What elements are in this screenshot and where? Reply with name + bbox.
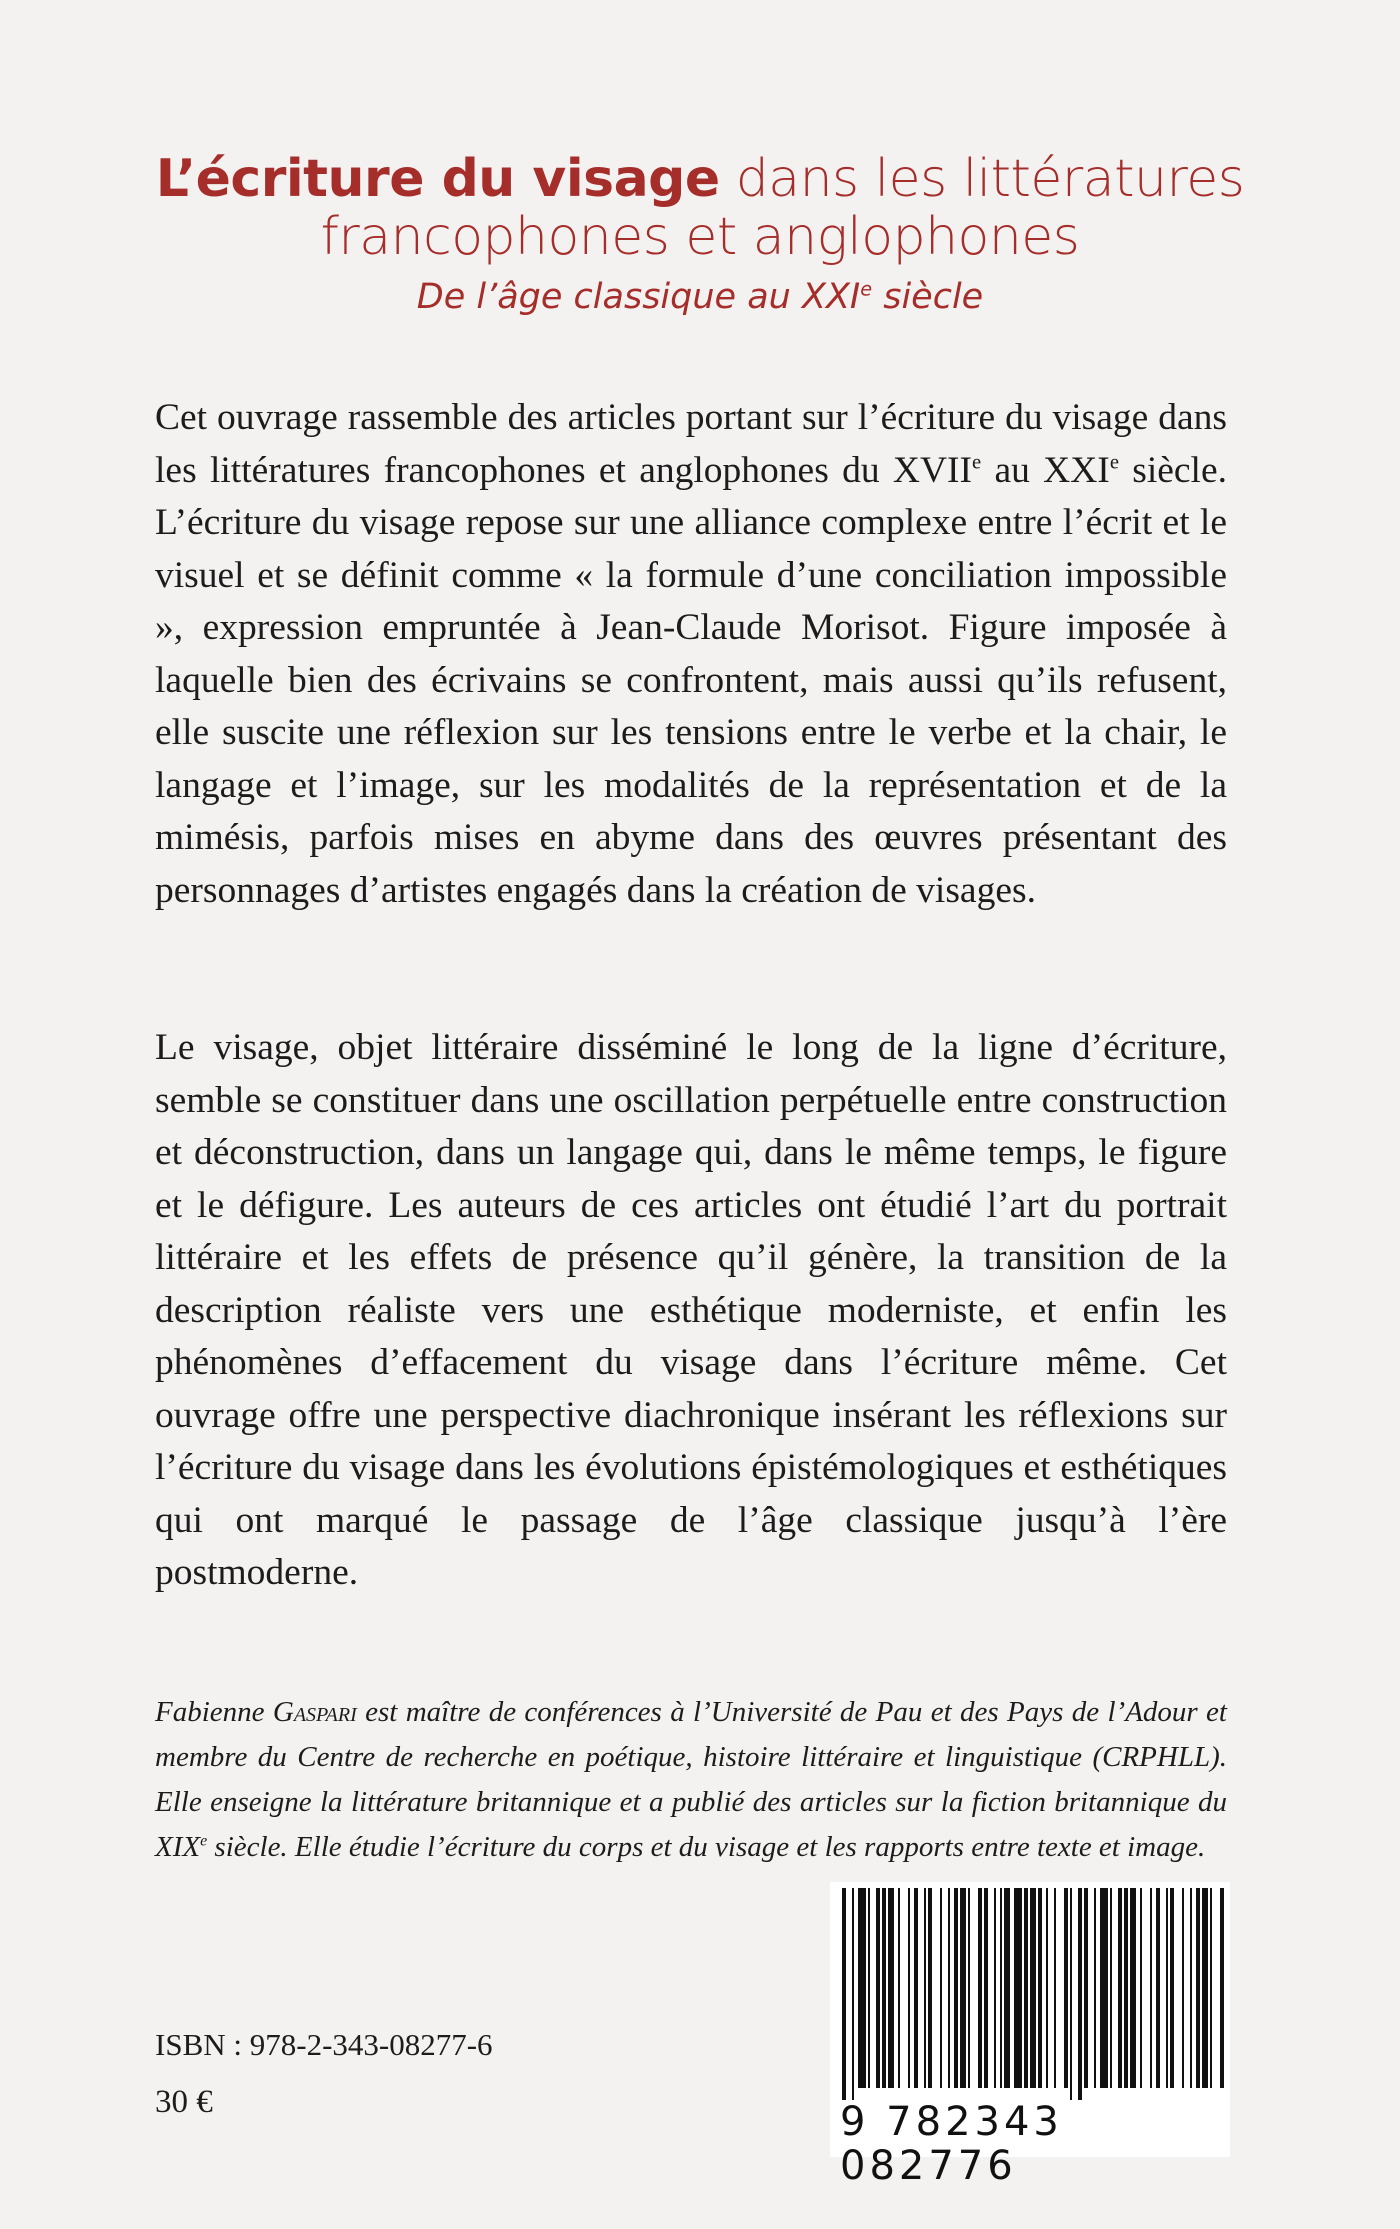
p1-text-2: au XXI xyxy=(981,449,1110,491)
barcode-bar xyxy=(882,1888,886,2088)
barcode-bar xyxy=(1110,1888,1112,2088)
subtitle xyxy=(0,272,1400,322)
subtitle-sup: e xyxy=(860,277,873,301)
title-line-2: francophones et anglophones xyxy=(320,207,1080,267)
barcode-bar xyxy=(1196,1888,1200,2088)
barcode-bar xyxy=(940,1888,942,2088)
barcode-bar xyxy=(1130,1888,1136,2088)
author-first-name: Fabienne xyxy=(155,1696,273,1728)
author-last-name: Gaspari xyxy=(272,1696,357,1728)
barcode-bar xyxy=(1190,1888,1192,2088)
isbn: ISBN : 978-2-343-08277-6 xyxy=(155,2027,493,2062)
barcode-bar xyxy=(1166,1888,1168,2088)
barcode-bar xyxy=(994,1888,996,2088)
barcode-digits: 9 782343 082776 xyxy=(840,2099,1063,2189)
barcode-bar xyxy=(868,1888,870,2088)
barcode-bar xyxy=(984,1888,988,2088)
barcode-bar xyxy=(948,1888,950,2088)
barcode-bar xyxy=(1170,1888,1174,2088)
subtitle-text-a: De l’âge classique au XXI xyxy=(416,277,861,317)
barcode-bar xyxy=(852,1888,854,2100)
barcode-bar xyxy=(1046,1888,1048,2088)
title-line-1 xyxy=(0,150,1400,208)
author-bio xyxy=(155,1690,1227,1870)
barcode-bar xyxy=(1064,1888,1068,2088)
title-rest: dans les littératures xyxy=(719,149,1245,209)
barcode-bar xyxy=(1030,1888,1036,2088)
p1-text-1: Cet ouvrage rassemble des articles portant sur l’écriture du visage dans les littératures francophones et anglophones du XVII xyxy=(155,397,1227,491)
barcode-bar xyxy=(1220,1888,1224,2088)
barcode-bar xyxy=(954,1888,958,2088)
barcode-bar xyxy=(888,1888,894,2088)
barcode-bar xyxy=(1000,1888,1002,2088)
title-block xyxy=(0,150,1400,322)
title-bold: L’écriture du visage xyxy=(155,149,720,209)
p1-sup-1: e xyxy=(972,451,982,473)
barcode-bar xyxy=(876,1888,880,2088)
barcode-bar xyxy=(908,1888,910,2088)
barcode-bar xyxy=(1070,1888,1072,2100)
bio-sup: e xyxy=(200,1832,208,1850)
barcode-bar xyxy=(928,1888,932,2088)
barcode-bar xyxy=(914,1888,918,2088)
barcode-bar xyxy=(842,1888,846,2100)
barcode-bar xyxy=(1084,1888,1088,2088)
barcode-bar xyxy=(1150,1888,1152,2088)
barcode-bar xyxy=(978,1888,982,2088)
barcode-bar xyxy=(1140,1888,1142,2088)
bio-text-1: est maître de conférences à l’Université de Pau et des Pays de l’Adour et membre du Centre de recherche en poétique, histoire littéraire et linguistique (CRPHLL). Elle enseigne la littérature britannique et a publié des articles sur la fiction britannique du XIX xyxy=(155,1696,1227,1863)
barcode-bar xyxy=(1100,1888,1108,2088)
barcode-bar xyxy=(968,1888,970,2088)
p1-text-3: siècle. L’écriture du visage repose sur une alliance complexe entre l’écrit et le visuel et se définit comme « la formule d’une conciliation impossible », expression empruntée à Jean-Claude Morisot. Figure imposée à laquelle bien des écrivains se confrontent, mais aussi qu’ils refusent, elle suscite une réflexion sur les tensions entre le verbe et la chair, le langage et l’image, sur les modalités de la représentation et de la mimésis, parfois mises en abyme dans des œuvres présentant des personnages d’artistes engagés dans la création de visages. xyxy=(155,449,1227,911)
barcode-bar xyxy=(924,1888,926,2088)
barcode-bar xyxy=(1124,1888,1128,2088)
barcode-bar xyxy=(1202,1888,1208,2088)
barcode-bar xyxy=(1054,1888,1056,2088)
barcode-bars xyxy=(830,1882,1230,2102)
barcode-bar xyxy=(1024,1888,1028,2088)
summary-paragraph-2: Le visage, objet littéraire disséminé le long de la ligne d’écriture, semble se constituer dans une oscillation perpétuelle entre construction et déconstruction, dans un langage qui, dans le même temps, le figure et le défigure. Les auteurs de ces articles ont étudié l’art du portrait littéraire et les effets de présence qu’il génère, la transition de la description réaliste vers une esthétique moderniste, et enfin les phénomènes d’effacement du visage dans l’écriture même. Cet ouvrage offre une perspective diachronique insérant les réflexions sur l’écriture du visage dans les évolutions épistémologiques et esthétiques qui ont marqué le passage de l’âge classique jusqu’à l’ère postmoderne. xyxy=(155,1027,1227,1593)
barcode-bar xyxy=(1156,1888,1160,2088)
barcode-bar xyxy=(1004,1888,1010,2088)
barcode-bar xyxy=(1014,1888,1022,2088)
barcode-bar xyxy=(1182,1888,1184,2088)
barcode-bar xyxy=(1094,1888,1096,2088)
barcode-bar xyxy=(858,1888,866,2088)
summary-paragraph-1 xyxy=(155,392,1227,917)
barcode xyxy=(830,1882,1230,2189)
barcode-bar xyxy=(898,1888,900,2088)
subtitle-text-b: siècle xyxy=(872,277,984,317)
p1-sup-2: e xyxy=(1109,451,1119,473)
barcode-bar xyxy=(1078,1888,1082,2100)
barcode-bar xyxy=(960,1888,966,2088)
bio-text-2: siècle. Elle étudie l’écriture du corps et du visage et les rapports entre texte et image. xyxy=(207,1831,1206,1863)
barcode-bar xyxy=(1118,1888,1122,2088)
price: 30 € xyxy=(155,2084,213,2120)
barcode-bar xyxy=(1038,1888,1042,2088)
barcode-bar xyxy=(1210,1888,1212,2088)
